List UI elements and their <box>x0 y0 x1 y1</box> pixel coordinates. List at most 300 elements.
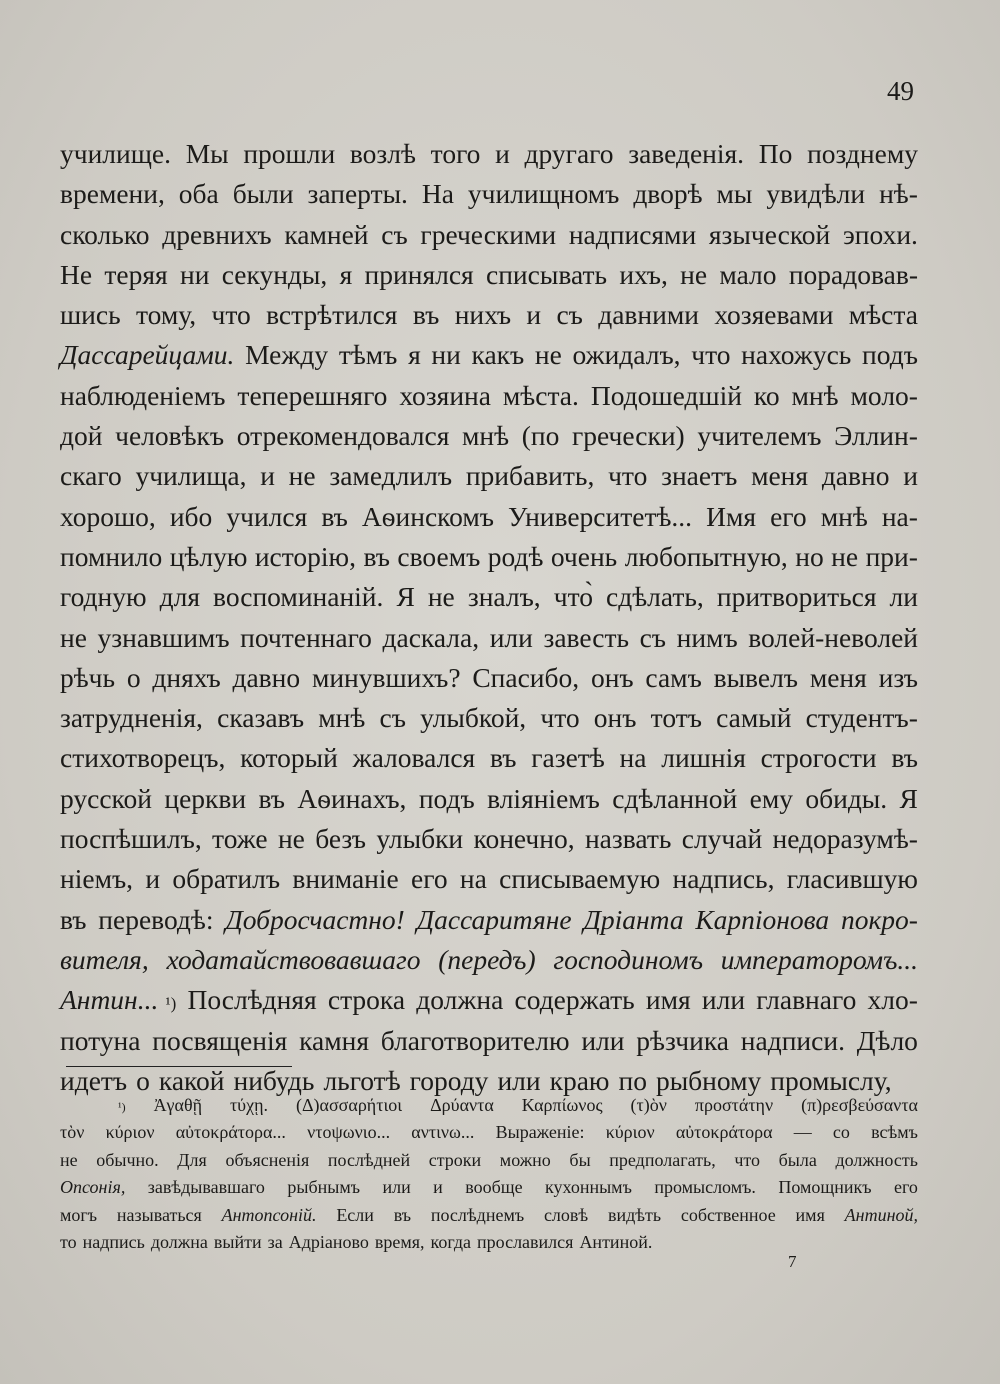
word: даскала, <box>382 621 480 653</box>
word: съ <box>381 218 408 250</box>
word: — <box>793 1122 812 1143</box>
word: ему <box>749 782 793 814</box>
word: По <box>758 138 793 169</box>
word: нахожусь <box>741 339 852 371</box>
word: поспѣшилъ, <box>60 823 202 855</box>
word: хло- <box>867 984 918 1016</box>
word: знаетъ <box>661 460 738 492</box>
word: языческой <box>708 218 831 250</box>
word: рыбнымъ <box>287 1177 361 1198</box>
word: училища, <box>135 460 247 492</box>
word: не <box>60 1149 78 1170</box>
word: что <box>211 299 251 331</box>
word: минувшихъ? <box>311 661 461 693</box>
word: хозяина <box>399 379 491 411</box>
word: вывелъ <box>713 661 799 693</box>
word: гласившую <box>786 863 918 895</box>
word: русской <box>60 782 152 814</box>
word: со <box>832 1122 850 1143</box>
word: господиномъ <box>553 943 703 975</box>
word: Дріанта <box>583 903 684 935</box>
word: Аѳинахъ, <box>297 782 407 814</box>
word: замедлилъ <box>329 460 453 492</box>
word: сдѣлать, <box>606 581 704 613</box>
word: моло- <box>850 379 918 411</box>
text-line <box>60 738 918 778</box>
word: надписями <box>568 218 697 250</box>
word: онъ <box>590 661 634 693</box>
word: вителя, <box>60 943 149 975</box>
word: списывать <box>486 258 607 290</box>
word: безъ <box>315 823 367 855</box>
word: конечно, <box>473 823 575 855</box>
word: послѣднемъ <box>430 1204 525 1225</box>
word: въ <box>393 1204 412 1225</box>
text-line <box>60 497 918 537</box>
word: обычно. <box>96 1149 159 1170</box>
word: меня <box>809 661 867 693</box>
word: Опсонія, <box>60 1177 126 1198</box>
word: строки <box>428 1149 482 1170</box>
word: ни <box>431 339 461 371</box>
word: увидѣли <box>766 178 866 210</box>
word: зналъ, <box>467 581 541 613</box>
word: на <box>619 742 647 774</box>
word: позднему <box>807 138 918 169</box>
word: Ἀγαθῇ <box>153 1095 202 1115</box>
footnote-marker: ¹) <box>165 994 177 1014</box>
word: завѣдывавшаго <box>147 1177 265 1198</box>
word: τύχῃ. <box>229 1095 269 1115</box>
word: Имя <box>706 500 757 532</box>
word: ли <box>889 581 918 613</box>
word: не <box>60 621 87 653</box>
word: послѣдней <box>327 1149 411 1170</box>
word: κύριον <box>605 1122 655 1143</box>
text-line <box>60 255 918 295</box>
word: какой <box>158 1064 225 1096</box>
text-line <box>60 1119 918 1146</box>
word: или <box>701 984 746 1016</box>
text-line <box>60 618 918 658</box>
word: должна <box>150 1231 208 1252</box>
word: мѣста. <box>502 379 579 411</box>
word: волей-неволей <box>748 621 918 653</box>
word: случай <box>681 823 763 855</box>
word: что <box>540 702 580 734</box>
word: для <box>159 581 200 613</box>
word: въ <box>891 742 918 774</box>
word: могъ <box>60 1204 98 1225</box>
word: объясненія <box>225 1149 310 1170</box>
word: что̀ <box>553 581 593 613</box>
word: камня <box>299 1024 369 1056</box>
word: сказавъ <box>217 702 305 734</box>
word: эпохи. <box>843 218 918 250</box>
word: того <box>430 138 481 169</box>
word: ходатайствовавшаго <box>166 943 421 975</box>
word: дняхъ <box>152 661 221 693</box>
word: онъ <box>593 702 637 734</box>
word: другаго <box>524 138 614 169</box>
word: заведенія. <box>628 138 745 169</box>
word: Καρπίωνος <box>521 1095 603 1115</box>
word: переводѣ: <box>98 903 214 935</box>
word: (передъ) <box>438 943 536 975</box>
word: рѣзчика <box>636 1024 729 1056</box>
word: его <box>894 1177 918 1198</box>
word: (τ)ὸν <box>630 1095 667 1115</box>
word: съ <box>639 621 667 653</box>
word: затрудненія, <box>60 702 203 734</box>
text-line <box>60 779 918 819</box>
text-line <box>60 537 918 577</box>
word: Мы <box>185 138 229 169</box>
word: Дѣло <box>856 1024 918 1056</box>
word: Антопсоній. <box>221 1204 317 1225</box>
word: городу <box>409 1064 489 1096</box>
word: въ <box>321 500 348 532</box>
word: должна <box>416 984 504 1016</box>
text-line <box>60 658 918 698</box>
word: учителемъ <box>697 420 822 452</box>
word: дой <box>60 420 103 452</box>
word: мнѣ <box>791 379 839 411</box>
word: ко <box>753 379 780 411</box>
text-line <box>60 1147 918 1174</box>
word: меня <box>751 460 809 492</box>
word: помнило <box>60 540 163 572</box>
word: были <box>232 178 294 210</box>
word: церкви <box>164 782 247 814</box>
word: вообще <box>465 1177 523 1198</box>
word: была <box>778 1149 817 1170</box>
word: краю <box>549 1064 610 1096</box>
word: по <box>618 1064 647 1096</box>
word: κύριον <box>105 1122 155 1143</box>
word: училище. <box>60 138 171 169</box>
word: изъ <box>878 661 918 693</box>
word: ніемъ, <box>60 863 134 895</box>
word: Антиной, <box>844 1204 918 1225</box>
word: промыслу, <box>770 1064 892 1096</box>
word: скаго <box>60 460 122 492</box>
word: что <box>734 1149 760 1170</box>
word: Помощникъ <box>778 1177 872 1198</box>
word: его <box>411 863 448 895</box>
text-line <box>60 1021 918 1061</box>
word: годную <box>60 581 147 613</box>
word: списываемую <box>499 863 661 895</box>
word: мнѣ <box>462 420 510 452</box>
word: наблюденіемъ <box>60 379 226 411</box>
footnote-separator <box>66 1066 292 1067</box>
word: или <box>489 621 533 653</box>
word: (по <box>521 420 560 452</box>
word: можно <box>499 1149 551 1170</box>
word: съ <box>379 702 406 734</box>
word: тоже <box>212 823 268 855</box>
word: что <box>608 460 648 492</box>
word: то <box>60 1231 77 1252</box>
word: студентъ- <box>805 702 918 734</box>
word: содержать <box>514 984 635 1016</box>
word: промысломъ. <box>654 1177 756 1198</box>
word: хорошо, <box>60 500 156 532</box>
word: обратилъ <box>172 863 281 895</box>
word: принялся <box>364 258 474 290</box>
word: τὸν <box>60 1122 85 1143</box>
word: строгости <box>760 742 877 774</box>
word: назвать <box>584 823 672 855</box>
word: выйти <box>213 1231 262 1252</box>
word: бы <box>569 1149 591 1170</box>
word: обиды. <box>805 782 888 814</box>
word: αὐτοκράτορα... <box>175 1122 286 1143</box>
word: шись <box>60 299 121 331</box>
word: не <box>277 823 305 855</box>
text-line <box>60 819 918 859</box>
word: узнавшимъ <box>97 621 230 653</box>
word: Δρύαντα <box>430 1095 494 1115</box>
word: самый <box>716 702 792 734</box>
word: я <box>408 339 421 371</box>
word: Аѳинскомъ <box>361 500 494 532</box>
word: теряя <box>104 258 168 290</box>
word: газетѣ <box>531 742 605 774</box>
word: не <box>680 258 708 290</box>
word: нимъ <box>676 621 738 653</box>
word: при- <box>865 540 918 572</box>
word: ихъ, <box>619 258 668 290</box>
word: сколько <box>60 218 150 250</box>
word: или <box>581 1024 625 1056</box>
text-line <box>60 1202 918 1229</box>
word: но <box>795 540 824 572</box>
word: на- <box>881 500 918 532</box>
word: встрѣтился <box>266 299 398 331</box>
text-line <box>60 376 918 416</box>
word: Карпіонова <box>695 903 830 935</box>
word: который <box>240 742 338 774</box>
word: время, <box>374 1231 425 1252</box>
word: прибавить, <box>465 460 595 492</box>
word: Подошедшій <box>590 379 742 411</box>
word: прославился <box>477 1231 574 1252</box>
word: и <box>526 299 542 331</box>
word: императоромъ... <box>720 943 918 975</box>
word: заперты. <box>307 178 408 210</box>
word: ни <box>179 258 210 290</box>
word: Дассаритяне <box>416 903 572 935</box>
word: притвориться <box>716 581 877 613</box>
word: тому, <box>135 299 197 331</box>
word: строка <box>327 984 406 1016</box>
word: мнѣ <box>820 500 868 532</box>
word: стихотворецъ, <box>60 742 226 774</box>
word: Для <box>177 1149 207 1170</box>
word: Не <box>60 258 93 290</box>
word: почтеннаго <box>240 621 372 653</box>
word: не <box>288 460 316 492</box>
word: Университетѣ... <box>508 500 693 532</box>
word: и <box>903 460 918 492</box>
word: камней <box>284 218 369 250</box>
word: времени, <box>60 178 165 210</box>
word: льготѣ <box>323 1064 401 1096</box>
word: αντινω... <box>411 1122 475 1143</box>
word: Спасибо, <box>472 661 580 693</box>
word: Антин... <box>60 984 159 1016</box>
word: въ <box>60 903 87 935</box>
word: подъ <box>862 339 918 371</box>
word: ожидалъ, <box>572 339 681 371</box>
word: Я <box>396 581 415 613</box>
word: рѣчь <box>60 661 116 693</box>
word: не <box>831 540 859 572</box>
word: предполагать, <box>609 1149 716 1170</box>
word: какъ <box>471 339 525 371</box>
word: въ <box>489 742 517 774</box>
word: дворѣ <box>633 178 703 210</box>
word: вниманіе <box>292 863 399 895</box>
word: что <box>691 339 731 371</box>
word: посвященія <box>152 1024 288 1056</box>
word: очень <box>550 540 618 572</box>
text-line <box>60 900 918 940</box>
text-line <box>60 980 918 1020</box>
text-line <box>60 174 918 214</box>
word: надпись <box>82 1231 145 1252</box>
word: любопытную, <box>624 540 788 572</box>
word: лишнія <box>661 742 746 774</box>
word: мало <box>719 258 777 290</box>
word: αὐτοκράτορα <box>675 1122 773 1143</box>
text-line <box>60 1092 918 1119</box>
word: давно <box>232 661 301 693</box>
word: Если <box>336 1204 374 1225</box>
word: сдѣланной <box>612 782 738 814</box>
word: ибо <box>169 500 213 532</box>
word: о <box>136 1064 150 1096</box>
word: когда <box>430 1231 471 1252</box>
word: улыбки <box>376 823 464 855</box>
text-line <box>60 456 918 496</box>
word: оба <box>178 178 219 210</box>
word: древнихъ <box>162 218 272 250</box>
word: Дассарейцами. <box>60 339 235 371</box>
word: и <box>260 460 275 492</box>
word: собственное <box>680 1204 776 1225</box>
word: не <box>427 581 455 613</box>
word: на <box>459 863 487 895</box>
word: и <box>145 863 161 895</box>
word: и <box>495 138 510 169</box>
word: за <box>267 1231 283 1252</box>
word: теперешняго <box>237 379 388 411</box>
word: главнаго <box>756 984 857 1016</box>
text-line <box>60 698 918 738</box>
word: въ <box>412 299 440 331</box>
word: учился <box>226 500 308 532</box>
word: греческими <box>420 218 557 250</box>
word: должность <box>835 1149 918 1170</box>
word: идетъ <box>60 1064 128 1096</box>
word: нихъ <box>454 299 512 331</box>
word: На <box>421 178 454 210</box>
text-line <box>60 335 918 375</box>
word: имя <box>645 984 691 1016</box>
word: Я <box>899 782 918 814</box>
word: покро- <box>840 903 918 935</box>
footnotes <box>60 1092 918 1256</box>
text-line <box>60 416 918 456</box>
word: вліяніемъ <box>487 782 600 814</box>
word: тѣмъ <box>338 339 398 371</box>
word: родѣ <box>487 540 544 572</box>
word: нѣ- <box>879 178 918 210</box>
word: въ <box>363 540 390 572</box>
word: тотъ <box>650 702 702 734</box>
word: прошли <box>243 138 336 169</box>
word: завесть <box>543 621 630 653</box>
word: возлѣ <box>349 138 416 169</box>
word: нибудь <box>233 1064 315 1096</box>
word: давно <box>821 460 890 492</box>
text-line <box>60 134 918 174</box>
word: гречески) <box>571 420 685 452</box>
word: исторію, <box>254 540 356 572</box>
word: ντοψωνιο... <box>307 1122 391 1143</box>
word: Эллин- <box>834 420 918 452</box>
word: я <box>339 258 353 290</box>
word: видѣть <box>607 1204 662 1225</box>
word: мѣста <box>848 299 918 331</box>
word: воспоминаній. <box>213 581 384 613</box>
word: съ <box>556 299 583 331</box>
text-line <box>60 940 918 980</box>
word: мнѣ <box>318 702 366 734</box>
word: цѣлую <box>169 540 248 572</box>
word: Послѣдняя <box>187 984 317 1016</box>
word: его <box>770 500 807 532</box>
word: Адріаново <box>288 1231 369 1252</box>
word: или <box>497 1064 541 1096</box>
page-number: 49 <box>887 76 914 106</box>
word: кухоннымъ <box>545 1177 632 1198</box>
text-line <box>60 215 918 255</box>
word: секунды, <box>221 258 328 290</box>
word: всѣмъ <box>871 1122 918 1143</box>
word: въ <box>258 782 286 814</box>
text-line <box>60 577 918 617</box>
text-line <box>60 1174 918 1201</box>
word: рыбному <box>655 1064 762 1096</box>
word: имя <box>795 1204 825 1225</box>
text-line <box>60 295 918 335</box>
text-line <box>60 859 918 899</box>
word: προστάτην <box>694 1095 774 1115</box>
word: училищномъ <box>467 178 620 210</box>
signature-mark: 7 <box>788 1252 797 1271</box>
word: человѣкъ <box>115 420 225 452</box>
word: Антиной. <box>579 1231 653 1252</box>
word: давними <box>598 299 699 331</box>
word: улыбкой, <box>420 702 527 734</box>
word: надписи. <box>740 1024 845 1056</box>
word: благотворителю <box>380 1024 570 1056</box>
word: или <box>382 1177 411 1198</box>
